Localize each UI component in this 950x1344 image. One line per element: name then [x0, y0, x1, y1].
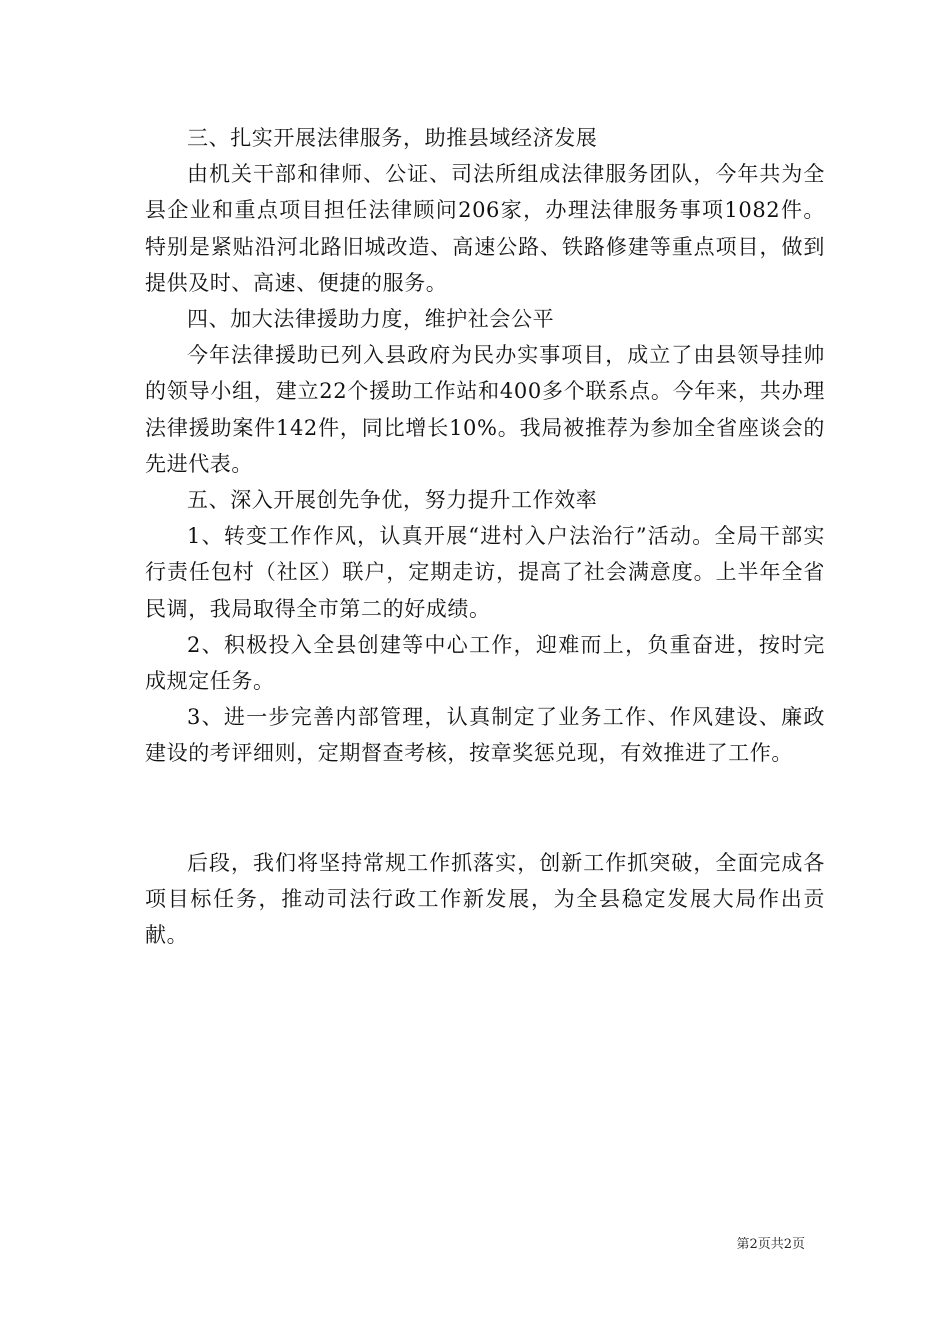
paragraph-gap — [145, 772, 825, 845]
section-4-heading: 四、加大法律援助力度，维护社会公平 — [187, 307, 555, 332]
section-3-heading: 三、扎实开展法律服务，助推县域经济发展 — [187, 126, 598, 150]
closing-paragraph: 后段，我们将坚持常规工作抓落实，创新工作抓突破，全面完成各项目标任务，推动司法行政工作新发展，为全县稳定发展大局作出贡献。 — [145, 850, 825, 948]
section-3-paragraph-1: 由机关干部和律师、公证、司法所组成法律服务团队，今年共为全县企业和重点项目担任法律顾问206家，办理法律服务事项1082件。特别是紧贴沿河北路旧城改造、高速公路、铁路修建等重点项目，做到提供及时、高速、便捷的服务。 — [145, 162, 825, 295]
section-5-heading: 五、深入开展创先争优，努力提升工作效率 — [187, 488, 598, 513]
section-5-item-3: 3、进一步完善内部管理，认真制定了业务工作、作风建设、廉政建设的考评细则，定期督查考核，按章奖惩兑现，有效推进了工作。 — [145, 705, 825, 766]
section-5-item-2: 2、积极投入全县创建等中心工作，迎难而上，负重奋进，按时完成规定任务。 — [145, 632, 825, 694]
document-body — [145, 120, 825, 953]
section-5-item-1: 1、转变工作作风，认真开展“进村入户法治行”活动。全局干部实行责任包村（社区）联户，定期走访，提高了社会满意度。上半年全省民调，我局取得全市第二的好成绩。 — [145, 524, 825, 621]
section-4-paragraph-1: 今年法律援助已列入县政府为民办实事项目，成立了由县领导挂帅的领导小组，建立22个援助工作站和400多个联系点。今年来，共办理法律援助案件142件，同比增长10%。我局被推荐为参加全省座谈会的先进代表。 — [145, 343, 825, 476]
page-number: 第2页共2页 — [736, 1237, 805, 1252]
